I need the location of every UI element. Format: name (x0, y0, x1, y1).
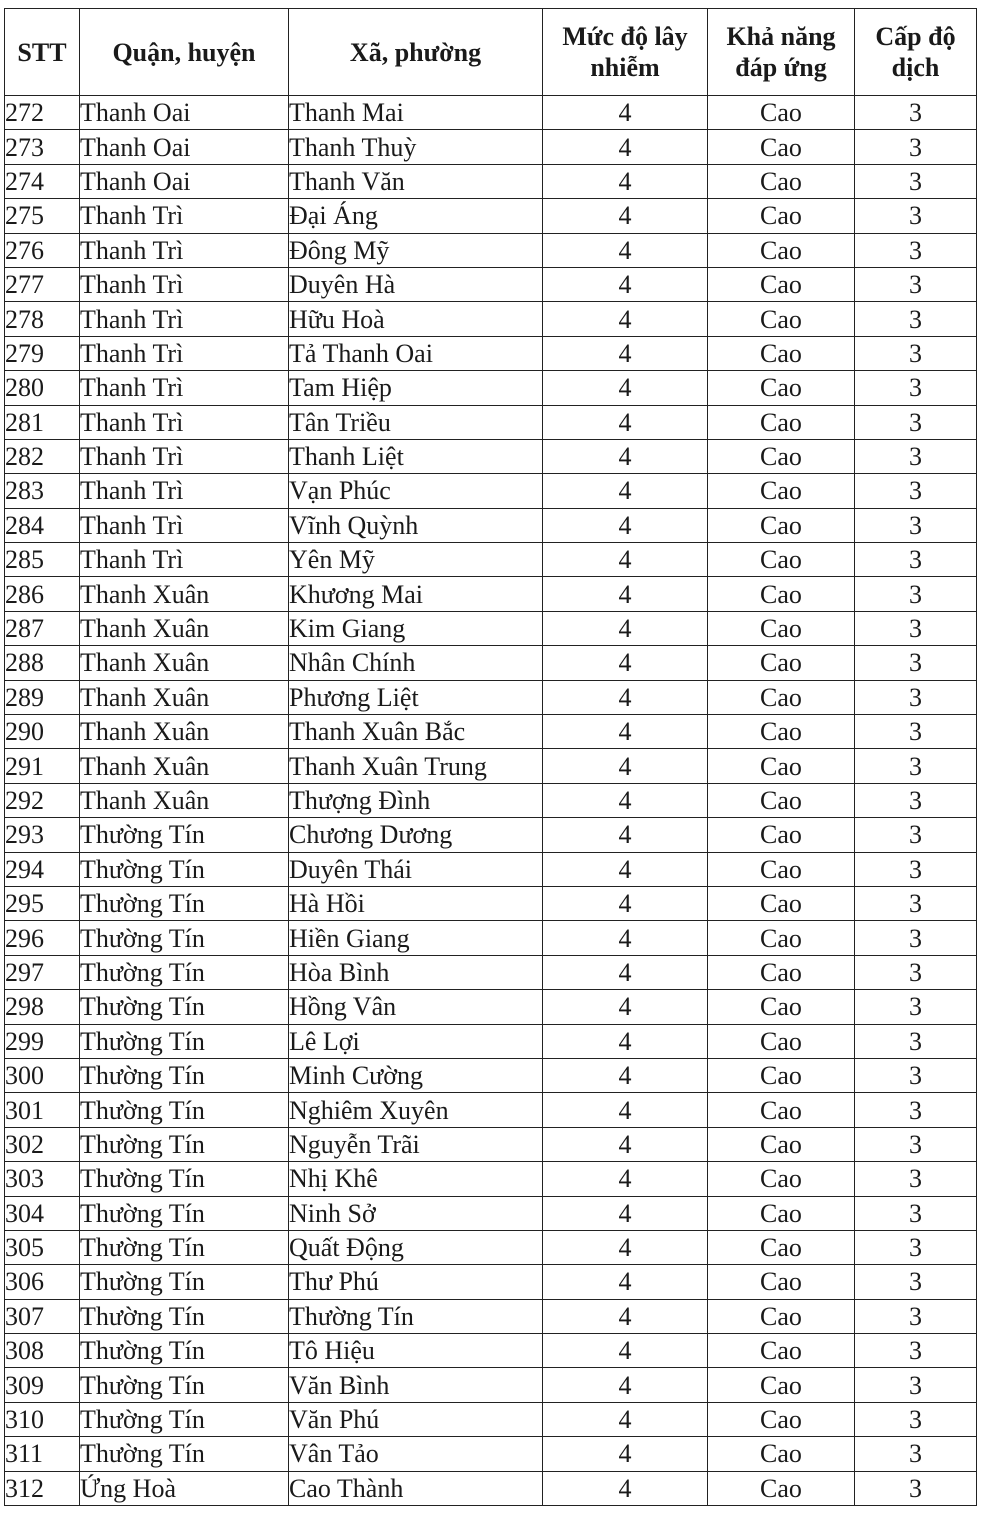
cell-district: Thường Tín (80, 1127, 289, 1161)
cell-ward: Vĩnh Quỳnh (289, 508, 543, 542)
cell-response-capacity: Cao (708, 508, 855, 542)
cell-infection-level: 4 (543, 1437, 708, 1471)
cell-ward: Kim Giang (289, 611, 543, 645)
cell-stt: 303 (5, 1162, 80, 1196)
cell-stt: 279 (5, 336, 80, 370)
cell-stt: 291 (5, 749, 80, 783)
cell-epidemic-grade: 3 (855, 852, 977, 886)
cell-district: Thanh Trì (80, 302, 289, 336)
cell-infection-level: 4 (543, 715, 708, 749)
cell-response-capacity: Cao (708, 680, 855, 714)
table-row (5, 96, 977, 130)
cell-stt: 288 (5, 646, 80, 680)
cell-district: Thường Tín (80, 1265, 289, 1299)
cell-epidemic-grade: 3 (855, 336, 977, 370)
cell-response-capacity: Cao (708, 439, 855, 473)
cell-response-capacity: Cao (708, 1024, 855, 1058)
cell-stt: 294 (5, 852, 80, 886)
cell-district: Thường Tín (80, 1024, 289, 1058)
cell-ward: Duyên Thái (289, 852, 543, 886)
table-row (5, 1437, 977, 1471)
cell-response-capacity: Cao (708, 267, 855, 301)
cell-infection-level: 4 (543, 439, 708, 473)
cell-stt: 274 (5, 164, 80, 198)
cell-infection-level: 4 (543, 955, 708, 989)
header-ward: Xã, phường (289, 9, 543, 96)
cell-ward: Văn Bình (289, 1368, 543, 1402)
table-row (5, 715, 977, 749)
cell-response-capacity: Cao (708, 1265, 855, 1299)
cell-epidemic-grade: 3 (855, 990, 977, 1024)
cell-response-capacity: Cao (708, 1162, 855, 1196)
cell-stt: 306 (5, 1265, 80, 1299)
cell-stt: 311 (5, 1437, 80, 1471)
cell-district: Thanh Xuân (80, 715, 289, 749)
cell-epidemic-grade: 3 (855, 439, 977, 473)
table-row (5, 1299, 977, 1333)
cell-ward: Nghiêm Xuyên (289, 1093, 543, 1127)
cell-infection-level: 4 (543, 1196, 708, 1230)
table-row (5, 1230, 977, 1264)
cell-district: Thanh Trì (80, 371, 289, 405)
table-row (5, 990, 977, 1024)
cell-infection-level: 4 (543, 199, 708, 233)
cell-response-capacity: Cao (708, 783, 855, 817)
cell-response-capacity: Cao (708, 1437, 855, 1471)
cell-ward: Tân Triều (289, 405, 543, 439)
cell-stt: 285 (5, 543, 80, 577)
table-row (5, 783, 977, 817)
cell-stt: 289 (5, 680, 80, 714)
table-row (5, 164, 977, 198)
cell-epidemic-grade: 3 (855, 164, 977, 198)
cell-stt: 304 (5, 1196, 80, 1230)
table-row (5, 818, 977, 852)
cell-epidemic-grade: 3 (855, 749, 977, 783)
cell-stt: 292 (5, 783, 80, 817)
cell-response-capacity: Cao (708, 715, 855, 749)
cell-district: Thanh Trì (80, 199, 289, 233)
cell-infection-level: 4 (543, 1230, 708, 1264)
cell-ward: Nhị Khê (289, 1162, 543, 1196)
table-row (5, 474, 977, 508)
table-row (5, 1058, 977, 1092)
table-body (5, 96, 977, 1506)
cell-response-capacity: Cao (708, 164, 855, 198)
cell-response-capacity: Cao (708, 233, 855, 267)
cell-epidemic-grade: 3 (855, 1437, 977, 1471)
table-row (5, 199, 977, 233)
cell-district: Thanh Trì (80, 233, 289, 267)
cell-ward: Tô Hiệu (289, 1334, 543, 1368)
cell-infection-level: 4 (543, 1402, 708, 1436)
cell-infection-level: 4 (543, 96, 708, 130)
cell-stt: 281 (5, 405, 80, 439)
table-row (5, 1471, 977, 1505)
cell-ward: Thanh Xuân Trung (289, 749, 543, 783)
cell-stt: 301 (5, 1093, 80, 1127)
cell-ward: Phương Liệt (289, 680, 543, 714)
cell-stt: 282 (5, 439, 80, 473)
cell-infection-level: 4 (543, 371, 708, 405)
cell-epidemic-grade: 3 (855, 1265, 977, 1299)
cell-epidemic-grade: 3 (855, 1368, 977, 1402)
cell-stt: 273 (5, 130, 80, 164)
cell-district: Thanh Xuân (80, 749, 289, 783)
cell-epidemic-grade: 3 (855, 508, 977, 542)
header-stt: STT (5, 9, 80, 96)
cell-response-capacity: Cao (708, 646, 855, 680)
cell-stt: 276 (5, 233, 80, 267)
cell-infection-level: 4 (543, 1368, 708, 1402)
cell-district: Thanh Oai (80, 164, 289, 198)
cell-ward: Nguyễn Trãi (289, 1127, 543, 1161)
table-row (5, 921, 977, 955)
cell-response-capacity: Cao (708, 749, 855, 783)
cell-response-capacity: Cao (708, 852, 855, 886)
cell-infection-level: 4 (543, 1334, 708, 1368)
cell-infection-level: 4 (543, 680, 708, 714)
cell-response-capacity: Cao (708, 336, 855, 370)
cell-epidemic-grade: 3 (855, 1162, 977, 1196)
cell-ward: Cao Thành (289, 1471, 543, 1505)
cell-infection-level: 4 (543, 233, 708, 267)
cell-response-capacity: Cao (708, 199, 855, 233)
cell-ward: Ninh Sở (289, 1196, 543, 1230)
cell-epidemic-grade: 3 (855, 1093, 977, 1127)
cell-ward: Hiền Giang (289, 921, 543, 955)
cell-district: Thường Tín (80, 955, 289, 989)
cell-epidemic-grade: 3 (855, 1058, 977, 1092)
cell-infection-level: 4 (543, 474, 708, 508)
cell-district: Thanh Xuân (80, 680, 289, 714)
cell-stt: 275 (5, 199, 80, 233)
cell-stt: 278 (5, 302, 80, 336)
cell-response-capacity: Cao (708, 886, 855, 920)
header-row (5, 9, 977, 96)
cell-response-capacity: Cao (708, 1058, 855, 1092)
cell-response-capacity: Cao (708, 1368, 855, 1402)
cell-epidemic-grade: 3 (855, 199, 977, 233)
cell-infection-level: 4 (543, 267, 708, 301)
cell-epidemic-grade: 3 (855, 405, 977, 439)
cell-ward: Thanh Văn (289, 164, 543, 198)
cell-district: Thanh Trì (80, 508, 289, 542)
cell-epidemic-grade: 3 (855, 1334, 977, 1368)
cell-stt: 293 (5, 818, 80, 852)
cell-stt: 296 (5, 921, 80, 955)
cell-stt: 310 (5, 1402, 80, 1436)
cell-ward: Đại Áng (289, 199, 543, 233)
cell-ward: Nhân Chính (289, 646, 543, 680)
cell-infection-level: 4 (543, 990, 708, 1024)
cell-ward: Vân Tảo (289, 1437, 543, 1471)
cell-epidemic-grade: 3 (855, 543, 977, 577)
cell-district: Thường Tín (80, 1196, 289, 1230)
cell-stt: 297 (5, 955, 80, 989)
table-row (5, 130, 977, 164)
cell-response-capacity: Cao (708, 818, 855, 852)
table-row (5, 371, 977, 405)
table-row (5, 852, 977, 886)
cell-infection-level: 4 (543, 1093, 708, 1127)
cell-ward: Tả Thanh Oai (289, 336, 543, 370)
table-row (5, 646, 977, 680)
cell-response-capacity: Cao (708, 371, 855, 405)
cell-response-capacity: Cao (708, 1093, 855, 1127)
cell-district: Thường Tín (80, 1437, 289, 1471)
cell-ward: Khương Mai (289, 577, 543, 611)
cell-district: Thường Tín (80, 818, 289, 852)
cell-stt: 312 (5, 1471, 80, 1505)
cell-district: Thanh Xuân (80, 646, 289, 680)
cell-ward: Tam Hiệp (289, 371, 543, 405)
cell-district: Thường Tín (80, 1162, 289, 1196)
table-row (5, 955, 977, 989)
cell-stt: 290 (5, 715, 80, 749)
cell-infection-level: 4 (543, 818, 708, 852)
cell-infection-level: 4 (543, 302, 708, 336)
cell-epidemic-grade: 3 (855, 955, 977, 989)
cell-infection-level: 4 (543, 1058, 708, 1092)
table-row (5, 1093, 977, 1127)
cell-response-capacity: Cao (708, 990, 855, 1024)
table-row (5, 577, 977, 611)
cell-ward: Duyên Hà (289, 267, 543, 301)
table-row (5, 302, 977, 336)
cell-epidemic-grade: 3 (855, 474, 977, 508)
table-row (5, 611, 977, 645)
cell-epidemic-grade: 3 (855, 1024, 977, 1058)
cell-epidemic-grade: 3 (855, 1196, 977, 1230)
cell-epidemic-grade: 3 (855, 611, 977, 645)
cell-ward: Thường Tín (289, 1299, 543, 1333)
cell-epidemic-grade: 3 (855, 233, 977, 267)
table-row (5, 233, 977, 267)
cell-response-capacity: Cao (708, 96, 855, 130)
table-row (5, 1402, 977, 1436)
cell-ward: Hữu Hoà (289, 302, 543, 336)
table-row (5, 405, 977, 439)
cell-ward: Thanh Liệt (289, 439, 543, 473)
table-row (5, 1196, 977, 1230)
cell-district: Thanh Trì (80, 474, 289, 508)
cell-infection-level: 4 (543, 130, 708, 164)
cell-district: Thanh Xuân (80, 783, 289, 817)
cell-response-capacity: Cao (708, 1230, 855, 1264)
cell-response-capacity: Cao (708, 543, 855, 577)
cell-district: Thường Tín (80, 1058, 289, 1092)
cell-epidemic-grade: 3 (855, 302, 977, 336)
cell-epidemic-grade: 3 (855, 267, 977, 301)
cell-ward: Thượng Đình (289, 783, 543, 817)
cell-district: Thường Tín (80, 1334, 289, 1368)
cell-response-capacity: Cao (708, 577, 855, 611)
header-infection-level: Mức độ lây nhiễm (543, 9, 708, 96)
header-response-capacity: Khả năng đáp ứng (708, 9, 855, 96)
cell-ward: Thanh Xuân Bắc (289, 715, 543, 749)
table-row (5, 886, 977, 920)
cell-stt: 302 (5, 1127, 80, 1161)
header-epidemic-grade: Cấp độ dịch (855, 9, 977, 96)
table-row (5, 1024, 977, 1058)
cell-response-capacity: Cao (708, 1471, 855, 1505)
cell-stt: 280 (5, 371, 80, 405)
cell-infection-level: 4 (543, 543, 708, 577)
header-district: Quận, huyện (80, 9, 289, 96)
cell-response-capacity: Cao (708, 405, 855, 439)
cell-district: Thường Tín (80, 921, 289, 955)
cell-epidemic-grade: 3 (855, 1402, 977, 1436)
table-row (5, 1127, 977, 1161)
table-row (5, 508, 977, 542)
epidemic-level-table (4, 8, 977, 1506)
cell-infection-level: 4 (543, 749, 708, 783)
table-row (5, 749, 977, 783)
cell-district: Thường Tín (80, 990, 289, 1024)
cell-district: Thanh Oai (80, 96, 289, 130)
table-row (5, 1265, 977, 1299)
table-row (5, 1334, 977, 1368)
cell-response-capacity: Cao (708, 1127, 855, 1161)
cell-ward: Vạn Phúc (289, 474, 543, 508)
cell-stt: 299 (5, 1024, 80, 1058)
cell-epidemic-grade: 3 (855, 1471, 977, 1505)
cell-epidemic-grade: 3 (855, 715, 977, 749)
cell-response-capacity: Cao (708, 921, 855, 955)
cell-infection-level: 4 (543, 336, 708, 370)
cell-infection-level: 4 (543, 1024, 708, 1058)
cell-district: Thường Tín (80, 1299, 289, 1333)
cell-ward: Hồng Vân (289, 990, 543, 1024)
cell-district: Thanh Trì (80, 543, 289, 577)
cell-ward: Hà Hồi (289, 886, 543, 920)
cell-district: Thanh Trì (80, 267, 289, 301)
cell-district: Thanh Oai (80, 130, 289, 164)
cell-stt: 305 (5, 1230, 80, 1264)
cell-epidemic-grade: 3 (855, 1230, 977, 1264)
cell-stt: 309 (5, 1368, 80, 1402)
cell-district: Ứng Hoà (80, 1471, 289, 1505)
cell-response-capacity: Cao (708, 1402, 855, 1436)
table-row (5, 1368, 977, 1402)
cell-district: Thanh Xuân (80, 611, 289, 645)
table-row (5, 336, 977, 370)
cell-epidemic-grade: 3 (855, 646, 977, 680)
cell-infection-level: 4 (543, 1265, 708, 1299)
table-row (5, 267, 977, 301)
cell-epidemic-grade: 3 (855, 1127, 977, 1161)
cell-district: Thường Tín (80, 1402, 289, 1436)
cell-response-capacity: Cao (708, 1299, 855, 1333)
cell-stt: 300 (5, 1058, 80, 1092)
cell-epidemic-grade: 3 (855, 96, 977, 130)
cell-ward: Văn Phú (289, 1402, 543, 1436)
cell-ward: Thanh Thuỳ (289, 130, 543, 164)
cell-ward: Thư Phú (289, 1265, 543, 1299)
cell-infection-level: 4 (543, 405, 708, 439)
cell-epidemic-grade: 3 (855, 1299, 977, 1333)
cell-epidemic-grade: 3 (855, 783, 977, 817)
table-row (5, 543, 977, 577)
cell-stt: 284 (5, 508, 80, 542)
cell-stt: 298 (5, 990, 80, 1024)
cell-response-capacity: Cao (708, 611, 855, 645)
cell-ward: Quất Động (289, 1230, 543, 1264)
cell-infection-level: 4 (543, 508, 708, 542)
cell-stt: 286 (5, 577, 80, 611)
cell-epidemic-grade: 3 (855, 818, 977, 852)
table-row (5, 439, 977, 473)
cell-infection-level: 4 (543, 611, 708, 645)
cell-stt: 277 (5, 267, 80, 301)
cell-infection-level: 4 (543, 1127, 708, 1161)
cell-infection-level: 4 (543, 783, 708, 817)
table-row (5, 1162, 977, 1196)
cell-infection-level: 4 (543, 921, 708, 955)
cell-district: Thanh Xuân (80, 577, 289, 611)
cell-ward: Minh Cường (289, 1058, 543, 1092)
cell-response-capacity: Cao (708, 1334, 855, 1368)
cell-stt: 287 (5, 611, 80, 645)
cell-stt: 283 (5, 474, 80, 508)
document-page (4, 8, 976, 1506)
cell-stt: 295 (5, 886, 80, 920)
cell-response-capacity: Cao (708, 130, 855, 164)
table-header (5, 9, 977, 96)
cell-ward: Yên Mỹ (289, 543, 543, 577)
cell-ward: Hòa Bình (289, 955, 543, 989)
cell-infection-level: 4 (543, 1299, 708, 1333)
cell-response-capacity: Cao (708, 955, 855, 989)
cell-epidemic-grade: 3 (855, 577, 977, 611)
cell-infection-level: 4 (543, 852, 708, 886)
cell-district: Thường Tín (80, 1368, 289, 1402)
cell-district: Thanh Trì (80, 439, 289, 473)
cell-district: Thường Tín (80, 1230, 289, 1264)
cell-infection-level: 4 (543, 1471, 708, 1505)
cell-infection-level: 4 (543, 164, 708, 198)
cell-stt: 272 (5, 96, 80, 130)
cell-response-capacity: Cao (708, 1196, 855, 1230)
cell-infection-level: 4 (543, 1162, 708, 1196)
cell-district: Thường Tín (80, 886, 289, 920)
cell-epidemic-grade: 3 (855, 680, 977, 714)
cell-stt: 308 (5, 1334, 80, 1368)
cell-response-capacity: Cao (708, 302, 855, 336)
cell-ward: Đông Mỹ (289, 233, 543, 267)
cell-epidemic-grade: 3 (855, 886, 977, 920)
cell-response-capacity: Cao (708, 474, 855, 508)
cell-district: Thanh Trì (80, 405, 289, 439)
cell-epidemic-grade: 3 (855, 921, 977, 955)
cell-district: Thanh Trì (80, 336, 289, 370)
cell-infection-level: 4 (543, 886, 708, 920)
cell-ward: Chương Dương (289, 818, 543, 852)
cell-ward: Lê Lợi (289, 1024, 543, 1058)
table-row (5, 680, 977, 714)
cell-epidemic-grade: 3 (855, 371, 977, 405)
cell-infection-level: 4 (543, 646, 708, 680)
cell-district: Thường Tín (80, 852, 289, 886)
cell-stt: 307 (5, 1299, 80, 1333)
cell-epidemic-grade: 3 (855, 130, 977, 164)
cell-infection-level: 4 (543, 577, 708, 611)
cell-district: Thường Tín (80, 1093, 289, 1127)
cell-ward: Thanh Mai (289, 96, 543, 130)
